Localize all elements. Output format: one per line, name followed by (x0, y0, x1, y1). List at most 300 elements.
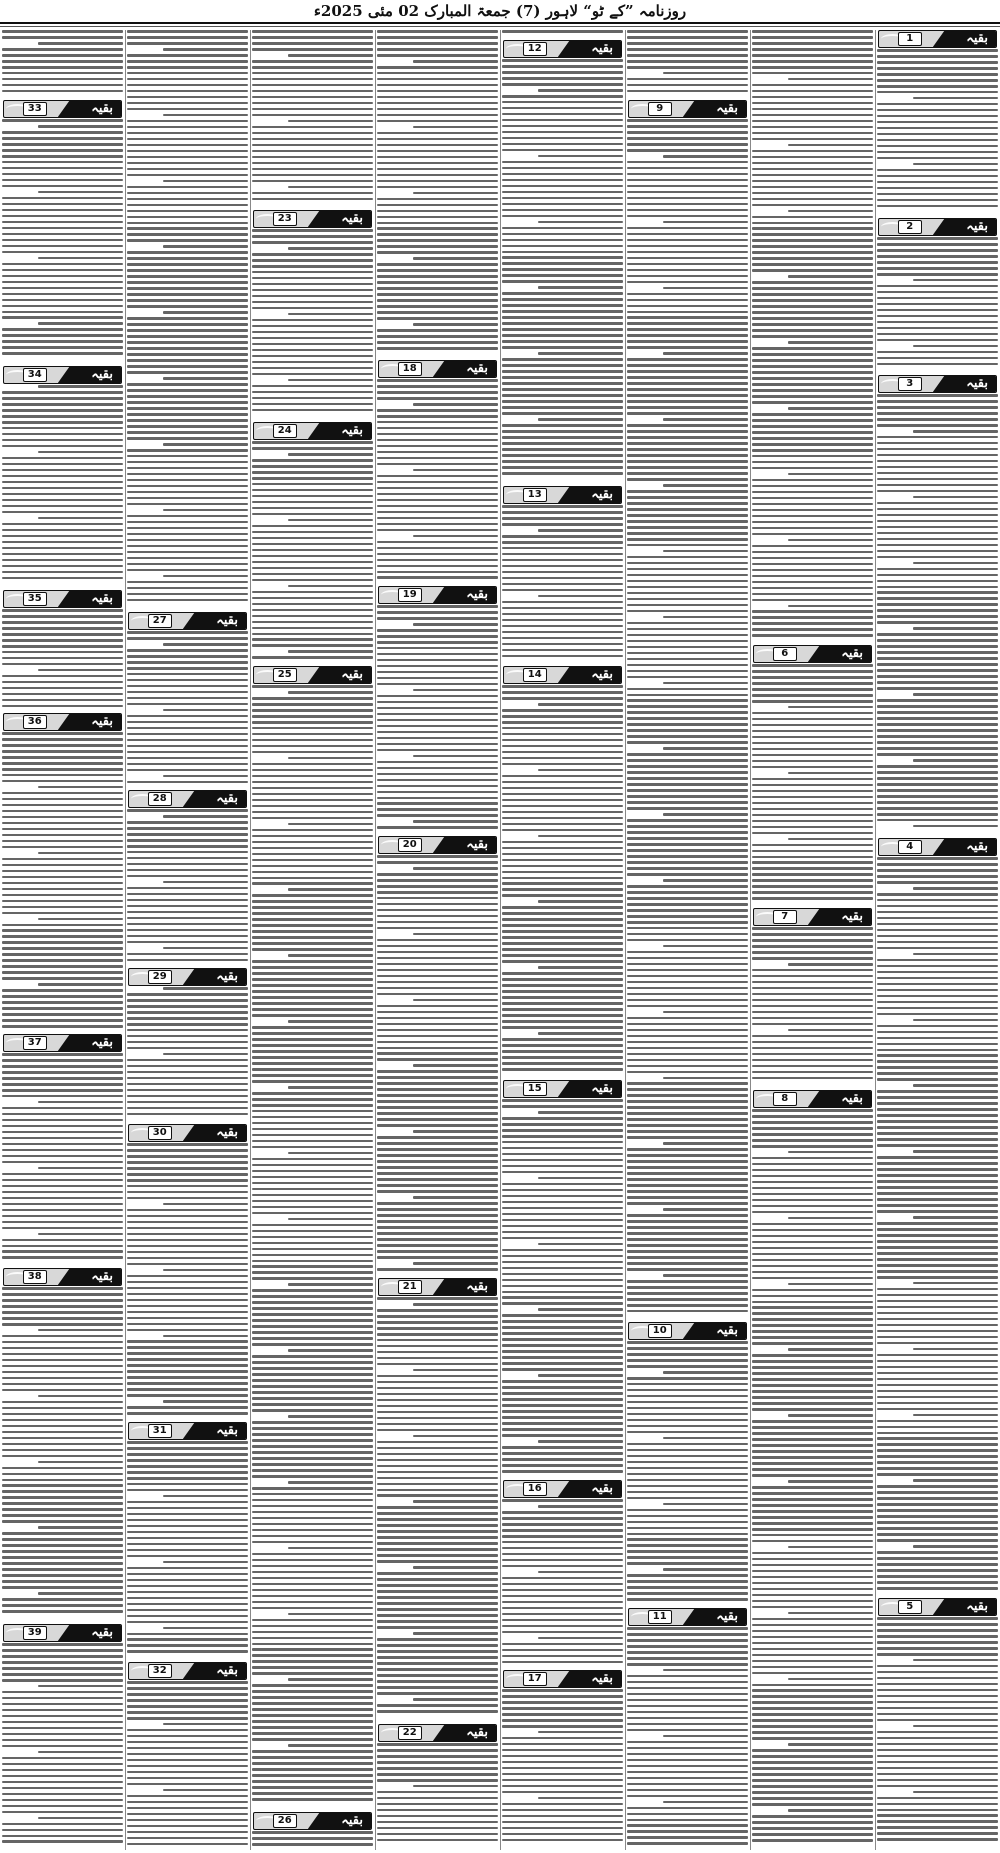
text-line (627, 78, 748, 81)
text-line (2, 1763, 123, 1766)
text-line (2, 487, 123, 490)
text-line (2, 72, 123, 75)
continuation-banner-8 (753, 1090, 872, 1108)
text-line (877, 586, 998, 589)
text-line (127, 1394, 248, 1397)
banner-label: بقیہ (591, 1671, 613, 1686)
text-line (502, 1803, 623, 1806)
text-line (913, 1545, 998, 1548)
text-line (127, 875, 248, 878)
text-line (752, 1803, 873, 1806)
text-line (752, 1642, 873, 1645)
text-line (627, 1401, 748, 1404)
text-line (627, 334, 748, 337)
text-line (752, 975, 873, 978)
text-line (377, 1268, 498, 1271)
text-line (127, 395, 248, 398)
text-line (627, 1723, 748, 1726)
text-line (377, 120, 498, 123)
text-line (877, 1114, 998, 1117)
text-line (877, 923, 998, 926)
text-line (127, 673, 248, 676)
text-line (752, 628, 873, 631)
text-line (377, 1560, 498, 1563)
text-line (2, 1371, 123, 1374)
text-line (627, 741, 748, 744)
text-line (538, 286, 623, 289)
text-line (2, 48, 123, 51)
text-line (413, 403, 498, 406)
text-line (877, 857, 998, 860)
text-line (627, 646, 748, 649)
text-line (2, 1095, 123, 1098)
continuation-banner-29 (128, 968, 247, 986)
text-line (252, 1631, 373, 1634)
text-line (2, 263, 123, 266)
text-line (2, 415, 123, 418)
text-line (877, 705, 998, 708)
text-line (2, 1413, 123, 1416)
text-line (288, 691, 373, 694)
text-line (163, 180, 248, 183)
banner-number: 10 (648, 1324, 672, 1338)
text-line (502, 448, 623, 451)
text-line (877, 1539, 998, 1542)
text-line (127, 1717, 248, 1720)
text-line (502, 59, 623, 62)
text-line (627, 143, 748, 146)
text-line (127, 1293, 248, 1296)
text-line (502, 541, 623, 544)
text-line (913, 279, 998, 282)
text-line (377, 553, 498, 556)
text-line (377, 1244, 498, 1247)
text-line (627, 1705, 748, 1708)
text-line (127, 1507, 248, 1510)
text-line (252, 1517, 373, 1520)
text-line (377, 1536, 498, 1539)
article-text (877, 1617, 998, 1850)
text-line (752, 1247, 873, 1250)
text-line (2, 1197, 123, 1200)
text-line (752, 1169, 873, 1172)
text-line (502, 1761, 623, 1764)
text-line (127, 269, 248, 272)
text-line (2, 882, 123, 885)
text-line (252, 865, 373, 868)
text-line (252, 996, 373, 999)
text-line (127, 545, 248, 548)
text-line (2, 1514, 123, 1517)
text-line (252, 549, 373, 552)
text-line (502, 215, 623, 218)
text-line (752, 455, 873, 458)
text-line (663, 1735, 748, 1738)
banner-label: بقیہ (341, 1813, 363, 1828)
text-line (877, 327, 998, 330)
text-line (877, 103, 998, 106)
text-line (127, 1711, 248, 1714)
text-line (252, 638, 373, 641)
continuation-banner-32 (128, 1662, 247, 1680)
text-line (788, 1612, 873, 1615)
text-line (2, 221, 123, 224)
text-line (377, 647, 498, 650)
text-line (502, 793, 623, 796)
text-line (377, 1345, 498, 1348)
text-line (502, 841, 623, 844)
text-line (252, 561, 373, 564)
text-line (2, 1347, 123, 1350)
continuation-banner-5 (878, 1598, 997, 1616)
text-line (627, 957, 748, 960)
text-line (2, 693, 123, 696)
text-line (413, 755, 498, 758)
text-line (663, 221, 748, 224)
text-line (752, 1648, 873, 1651)
text-line (502, 942, 623, 945)
text-line (2, 705, 123, 708)
text-line (627, 819, 748, 822)
text-line (252, 751, 373, 754)
text-line (252, 966, 373, 969)
banner-number: 8 (773, 1092, 797, 1106)
text-line (877, 1743, 998, 1746)
text-line (127, 1113, 248, 1116)
text-line (627, 1154, 748, 1157)
text-line (377, 1058, 498, 1061)
text-line (377, 981, 498, 984)
text-line (2, 1667, 123, 1670)
text-line (877, 1533, 998, 1536)
text-line (252, 1553, 373, 1556)
text-line (252, 1265, 373, 1268)
text-line (377, 311, 498, 314)
text-line (788, 1151, 873, 1154)
text-line (377, 1477, 498, 1480)
text-line (877, 1330, 998, 1333)
text-line (502, 1356, 623, 1359)
text-line (752, 1486, 873, 1489)
text-line (377, 1142, 498, 1145)
text-line (752, 861, 873, 864)
text-line (288, 186, 373, 189)
text-line (127, 1489, 248, 1492)
masthead (0, 0, 1000, 24)
text-line (252, 1493, 373, 1496)
banner-label: بقیہ (91, 367, 113, 382)
newspaper-columns (0, 30, 1000, 1850)
text-line (538, 418, 623, 421)
text-line (2, 1089, 123, 1092)
text-line (252, 1511, 373, 1514)
text-line (877, 1569, 998, 1572)
text-line (752, 1408, 873, 1411)
banner-number: 28 (148, 792, 172, 806)
text-line (38, 1685, 123, 1688)
text-line (252, 1469, 373, 1472)
text-line (377, 957, 498, 960)
text-line (252, 685, 373, 688)
text-line (252, 150, 373, 153)
text-line (252, 1236, 373, 1239)
text-line (752, 239, 873, 242)
text-line (877, 1384, 998, 1387)
text-line (502, 918, 623, 921)
continuation-banner-27 (128, 612, 247, 630)
text-line (2, 328, 123, 331)
text-line (502, 936, 623, 939)
text-line (377, 1339, 498, 1342)
text-line (502, 577, 623, 580)
text-line (127, 275, 248, 278)
text-line (627, 54, 748, 57)
text-line (252, 1571, 373, 1574)
text-line (127, 1370, 248, 1373)
text-line (752, 1815, 873, 1818)
text-line (377, 1662, 498, 1665)
text-line (627, 1214, 748, 1217)
text-line (502, 328, 623, 331)
text-line (877, 303, 998, 306)
text-line (2, 894, 123, 897)
text-line (2, 143, 123, 146)
text-line (627, 424, 748, 427)
text-line (2, 627, 123, 630)
text-line (502, 131, 623, 134)
text-line (788, 772, 873, 775)
text-line (877, 1228, 998, 1231)
text-line (502, 454, 623, 457)
text-line (877, 199, 998, 202)
text-line (127, 1549, 248, 1552)
text-line (2, 971, 123, 974)
text-line (127, 1041, 248, 1044)
continuation-banner-7 (753, 908, 872, 926)
text-line (538, 966, 623, 969)
text-line (877, 145, 998, 148)
text-line (627, 640, 748, 643)
text-line (663, 1503, 748, 1506)
text-line (663, 747, 748, 750)
text-line (877, 1491, 998, 1494)
text-line (627, 1633, 748, 1636)
text-line (877, 935, 998, 938)
text-line (752, 1157, 873, 1160)
text-line (502, 1541, 623, 1544)
text-line (2, 523, 123, 526)
text-line (2, 615, 123, 618)
column-2 (752, 30, 873, 1850)
article-text (752, 664, 873, 906)
text-line (2, 299, 123, 302)
text-line (252, 1702, 373, 1705)
text-line (127, 1029, 248, 1032)
text-line (877, 255, 998, 258)
text-line (752, 120, 873, 123)
text-line (627, 1292, 748, 1295)
text-line (252, 627, 373, 630)
text-line (752, 299, 873, 302)
text-line (2, 858, 123, 861)
text-line (127, 1513, 248, 1516)
text-line (502, 83, 623, 86)
banner-label: بقیہ (716, 1323, 738, 1338)
text-line (252, 739, 373, 742)
text-line (252, 1601, 373, 1604)
text-line (377, 1381, 498, 1384)
text-line (502, 1422, 623, 1425)
text-line (877, 508, 998, 511)
text-line (288, 888, 373, 891)
text-line (627, 652, 748, 655)
text-line (413, 1785, 498, 1788)
text-line (752, 186, 873, 189)
text-line (502, 280, 623, 283)
text-line (877, 1306, 998, 1309)
text-line (2, 167, 123, 170)
text-line (252, 715, 373, 718)
text-line (502, 1362, 623, 1365)
text-line (752, 96, 873, 99)
text-line (502, 227, 623, 230)
text-line (288, 1218, 373, 1221)
text-line (502, 1511, 623, 1514)
text-line (2, 457, 123, 460)
text-line (913, 1791, 998, 1794)
text-line (877, 1767, 998, 1770)
text-line (627, 299, 748, 302)
text-line (252, 1014, 373, 1017)
text-line (252, 1607, 373, 1610)
text-line (752, 1139, 873, 1142)
text-line (2, 621, 123, 624)
text-line (752, 1253, 873, 1256)
text-line (127, 1579, 248, 1582)
text-line (752, 443, 873, 446)
text-line (2, 1053, 123, 1056)
text-line (252, 1780, 373, 1783)
text-line (752, 174, 873, 177)
text-line (377, 547, 498, 550)
text-line (377, 1315, 498, 1318)
text-line (127, 1747, 248, 1750)
text-line (127, 685, 248, 688)
text-line (288, 1086, 373, 1089)
article-text (2, 609, 123, 711)
text-line (377, 66, 498, 69)
text-line (627, 1256, 748, 1259)
text-line (252, 894, 373, 897)
text-line (377, 1710, 498, 1713)
text-line (502, 442, 623, 445)
text-line (627, 1136, 748, 1139)
text-line (877, 333, 998, 336)
text-line (252, 936, 373, 939)
text-line (502, 643, 623, 646)
text-line (2, 1479, 123, 1482)
text-line (127, 661, 248, 664)
text-line (877, 1336, 998, 1339)
text-line (877, 1156, 998, 1159)
text-line (502, 388, 623, 391)
text-line (377, 719, 498, 722)
text-line (502, 1002, 623, 1005)
text-line (877, 1629, 998, 1632)
text-line (502, 1719, 623, 1722)
text-line (752, 1606, 873, 1609)
text-line (752, 192, 873, 195)
text-line (252, 1295, 373, 1298)
article-text (502, 30, 623, 38)
text-line (127, 1275, 248, 1278)
text-line (627, 705, 748, 708)
text-line (38, 1817, 123, 1820)
text-line (2, 427, 123, 430)
text-line (377, 1614, 498, 1617)
text-line (877, 911, 998, 914)
text-line (252, 1583, 373, 1586)
text-line (377, 915, 498, 918)
text-line (627, 1515, 748, 1518)
text-line (627, 544, 748, 547)
text-line (2, 1149, 123, 1152)
text-line (752, 754, 873, 757)
text-line (127, 1143, 248, 1146)
text-line (377, 415, 498, 418)
text-line (502, 1707, 623, 1710)
text-line (252, 1248, 373, 1251)
text-line (877, 526, 998, 529)
text-line (252, 1403, 373, 1406)
text-line (877, 1025, 998, 1028)
column-3 (627, 30, 748, 1850)
text-line (752, 1145, 873, 1148)
text-line (627, 496, 748, 499)
text-line (752, 730, 873, 733)
text-line (377, 457, 498, 460)
text-line (877, 651, 998, 654)
text-line (752, 90, 873, 93)
text-line (752, 1396, 873, 1399)
text-line (752, 1468, 873, 1471)
text-line (877, 1072, 998, 1075)
text-line (627, 1071, 748, 1074)
text-line (502, 930, 623, 933)
text-line (502, 119, 623, 122)
text-line (627, 634, 748, 637)
text-line (627, 753, 748, 756)
text-line (377, 275, 498, 278)
banner-label: بقیہ (216, 1125, 238, 1140)
text-line (752, 718, 873, 721)
article-text (502, 59, 623, 484)
text-line (788, 963, 873, 966)
text-line (502, 1123, 623, 1126)
text-line (2, 445, 123, 448)
text-line (752, 293, 873, 296)
text-line (752, 1624, 873, 1627)
text-line (752, 1175, 873, 1178)
text-line (377, 150, 498, 153)
text-line (502, 960, 623, 963)
text-line (502, 1577, 623, 1580)
text-line (627, 1268, 748, 1271)
text-line (752, 1199, 873, 1202)
text-line (252, 90, 373, 93)
text-line (377, 108, 498, 111)
text-line (788, 1678, 873, 1681)
